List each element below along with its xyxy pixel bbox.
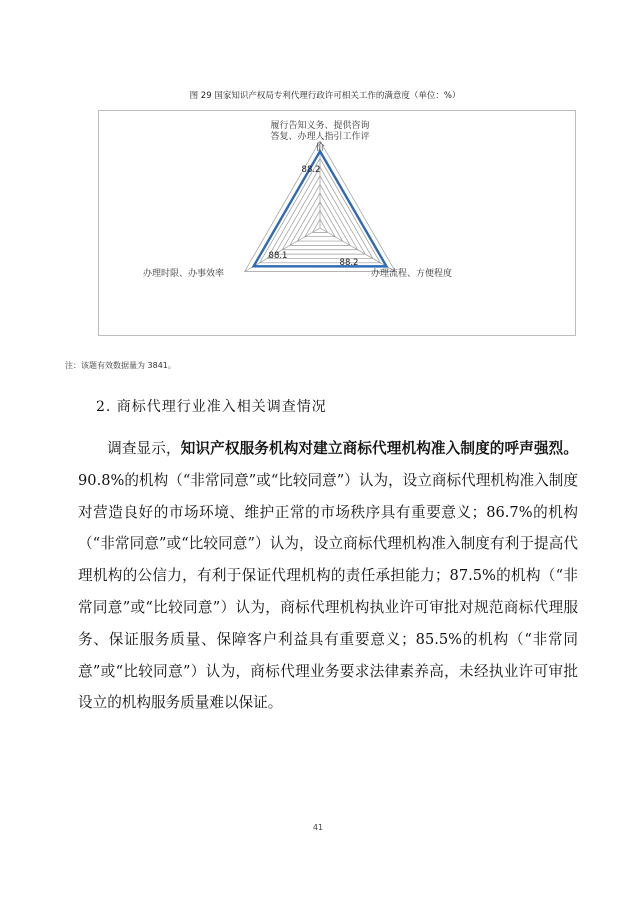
radar-axis-label-line: 价 [315, 143, 325, 153]
radar-axis-label-line: 办理时限、办事效率 [143, 269, 225, 279]
radar-axis-label-line: 履行告知义务、提供咨询 [270, 121, 370, 131]
radar-axis-label-line: 答复、办理人指引工作评 [270, 132, 370, 142]
radar-axis-label-line: 办理流程、方便程度 [371, 269, 453, 279]
radar-data-label: 88.2 [301, 165, 321, 175]
section-heading: 2. 商标代理行业准入相关调查情况 [96, 399, 327, 415]
paragraph-lead: 调查显示， [107, 440, 181, 457]
radar-axis-label [143, 267, 224, 279]
radar-data-label: 88.2 [339, 258, 359, 268]
body-paragraph [78, 433, 578, 719]
page-number: 41 [312, 823, 324, 832]
radar-data-label: 88.1 [268, 251, 288, 261]
figure-title: 图 29 国家知识产权局专利代理行政许可相关工作的满意度（单位：%） [189, 91, 461, 101]
radar-chart [99, 111, 577, 337]
data-note: 注：该题有效数据量为 3841。 [65, 361, 176, 370]
paragraph-rest: 90.8%的机构（“非常同意”或“比较同意”）认为，设立商标代理机构准入制度对营造良好的市场环境、维护正常的市场秩序具有重要意义；86.7%的机构（“非常同意”或“比较同意”）认为，设立商标代理机构准入制度有利于提高代理机构的公信力，有利于保证代理机构的责任承担能力；87.5%的机构（“非常同意”或“比较同意”）认为，商标代理机构执业许可审批对规范商标代理服务、保证服务质量、保障客户利益具有重要意义；85.5%的机构（“非常同意”或“比较同意”）认为，商标代理业务要求法律素养高，未经执业许可审批设立的机构服务质量难以保证。 [78, 471, 578, 712]
radar-axis-label [270, 119, 369, 153]
radar-chart-frame [98, 110, 576, 336]
paragraph-highlight: 知识产权服务机构对建立商标代理机构准入制度的呼声强烈。 [180, 440, 578, 457]
radar-axis-label [371, 267, 452, 279]
